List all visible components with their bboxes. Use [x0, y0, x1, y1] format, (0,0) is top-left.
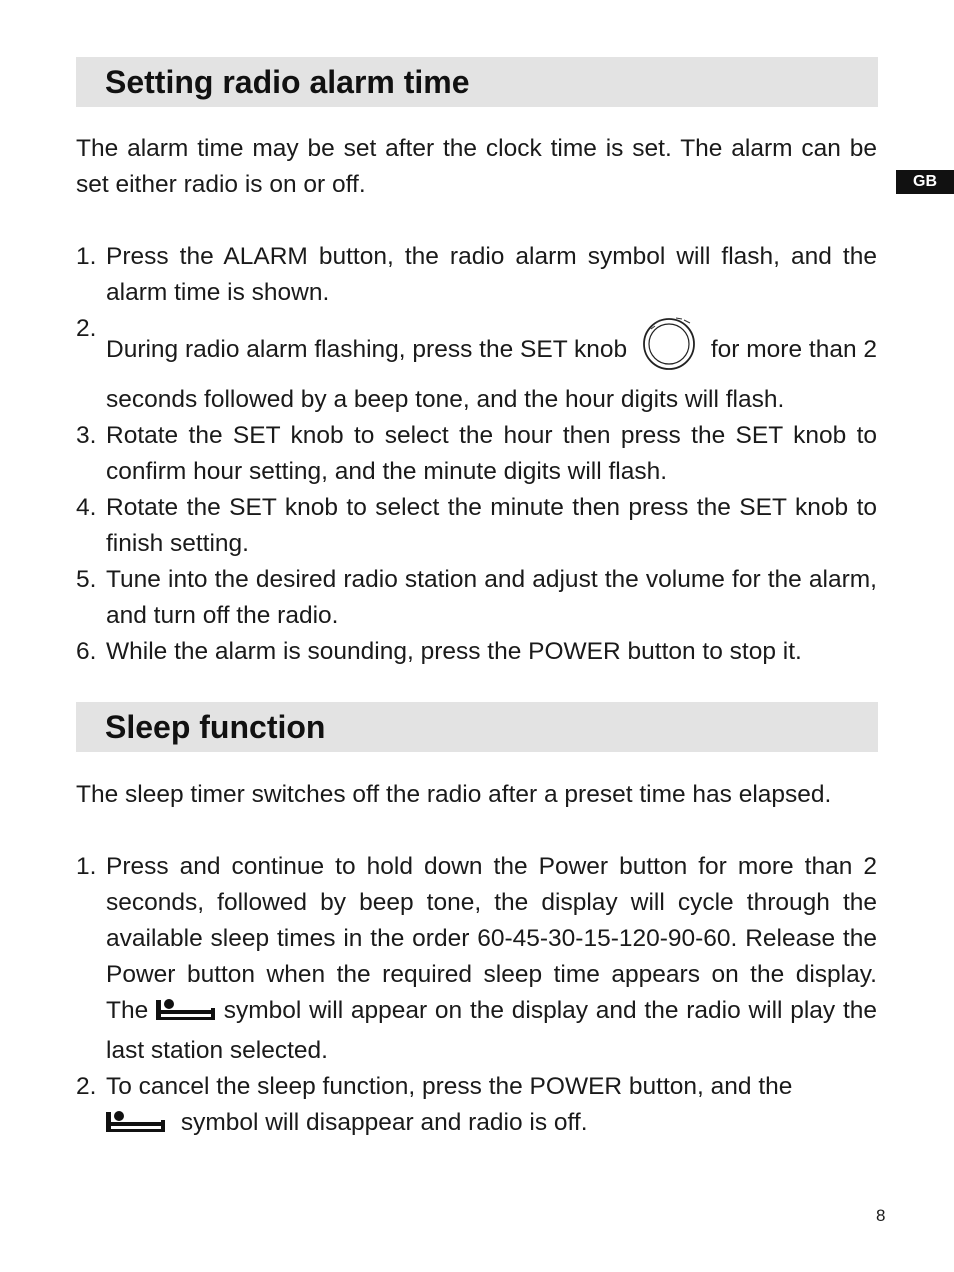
sleep-steps	[76, 849, 877, 1145]
step-text: During radio alarm flashing, press the SET knob	[106, 336, 628, 363]
alarm-step	[76, 239, 877, 311]
step-text: Rotate the SET knob to select the minute then press the SET knob to finish setting.	[106, 494, 877, 557]
language-tab: GB	[896, 170, 954, 194]
step-text: Press the ALARM button, the radio alarm symbol will flash, and the alarm time is shown.	[106, 243, 877, 306]
step-text: symbol will disappear and radio is off.	[180, 1109, 588, 1136]
sleep-icon	[106, 1109, 166, 1145]
step-number: 1.	[76, 243, 97, 270]
step-number: 1.	[76, 853, 97, 880]
step-number: 6.	[76, 638, 97, 665]
alarm-step	[76, 634, 877, 670]
step-text: Press and continue to hold down the Power button for more than 2 seconds, followed by beep tone, the display will cycle through the available sleep times in the order 60-45-30-15-120-90-60. Release the Power button when the required sleep time appears on the display. The	[106, 853, 877, 1024]
page-number: 8	[876, 1206, 886, 1225]
step-text: To cancel the sleep function, press the POWER button, and the	[106, 1073, 793, 1100]
step-number: 3.	[76, 422, 97, 449]
step-text: Tune into the desired radio station and adjust the volume for the alarm, and turn off the radio.	[106, 566, 877, 629]
sleep-step	[76, 1069, 877, 1145]
step-number: 5.	[76, 566, 97, 593]
alarm-steps	[76, 239, 877, 670]
step-text: While the alarm is sounding, press the POWER button to stop it.	[106, 638, 802, 665]
sleep-section-title: Sleep function	[76, 702, 878, 752]
step-text: for more than 2 seconds followed by a beep tone, and the hour digits will flash.	[106, 336, 878, 413]
step-text: symbol will appear on the display and the radio will play the last station selected.	[106, 997, 877, 1064]
sleep-intro: The sleep timer switches off the radio after a preset time has elapsed.	[76, 781, 832, 808]
alarm-step	[76, 418, 877, 490]
alarm-step	[76, 311, 877, 418]
alarm-section-title: Setting radio alarm time	[76, 57, 878, 107]
alarm-step	[76, 562, 877, 634]
set-knob-icon	[642, 311, 698, 382]
alarm-step	[76, 490, 877, 562]
sleep-icon	[156, 997, 216, 1033]
step-number: 4.	[76, 494, 97, 521]
step-text: Rotate the SET knob to select the hour then press the SET knob to confirm hour setting, and the minute digits will flash.	[106, 422, 877, 485]
step-number: 2.	[76, 315, 97, 342]
step-number: 2.	[76, 1073, 97, 1100]
sleep-step	[76, 849, 877, 1069]
alarm-intro: The alarm time may be set after the clock time is set. The alarm can be set either radio is on or off.	[76, 135, 877, 198]
